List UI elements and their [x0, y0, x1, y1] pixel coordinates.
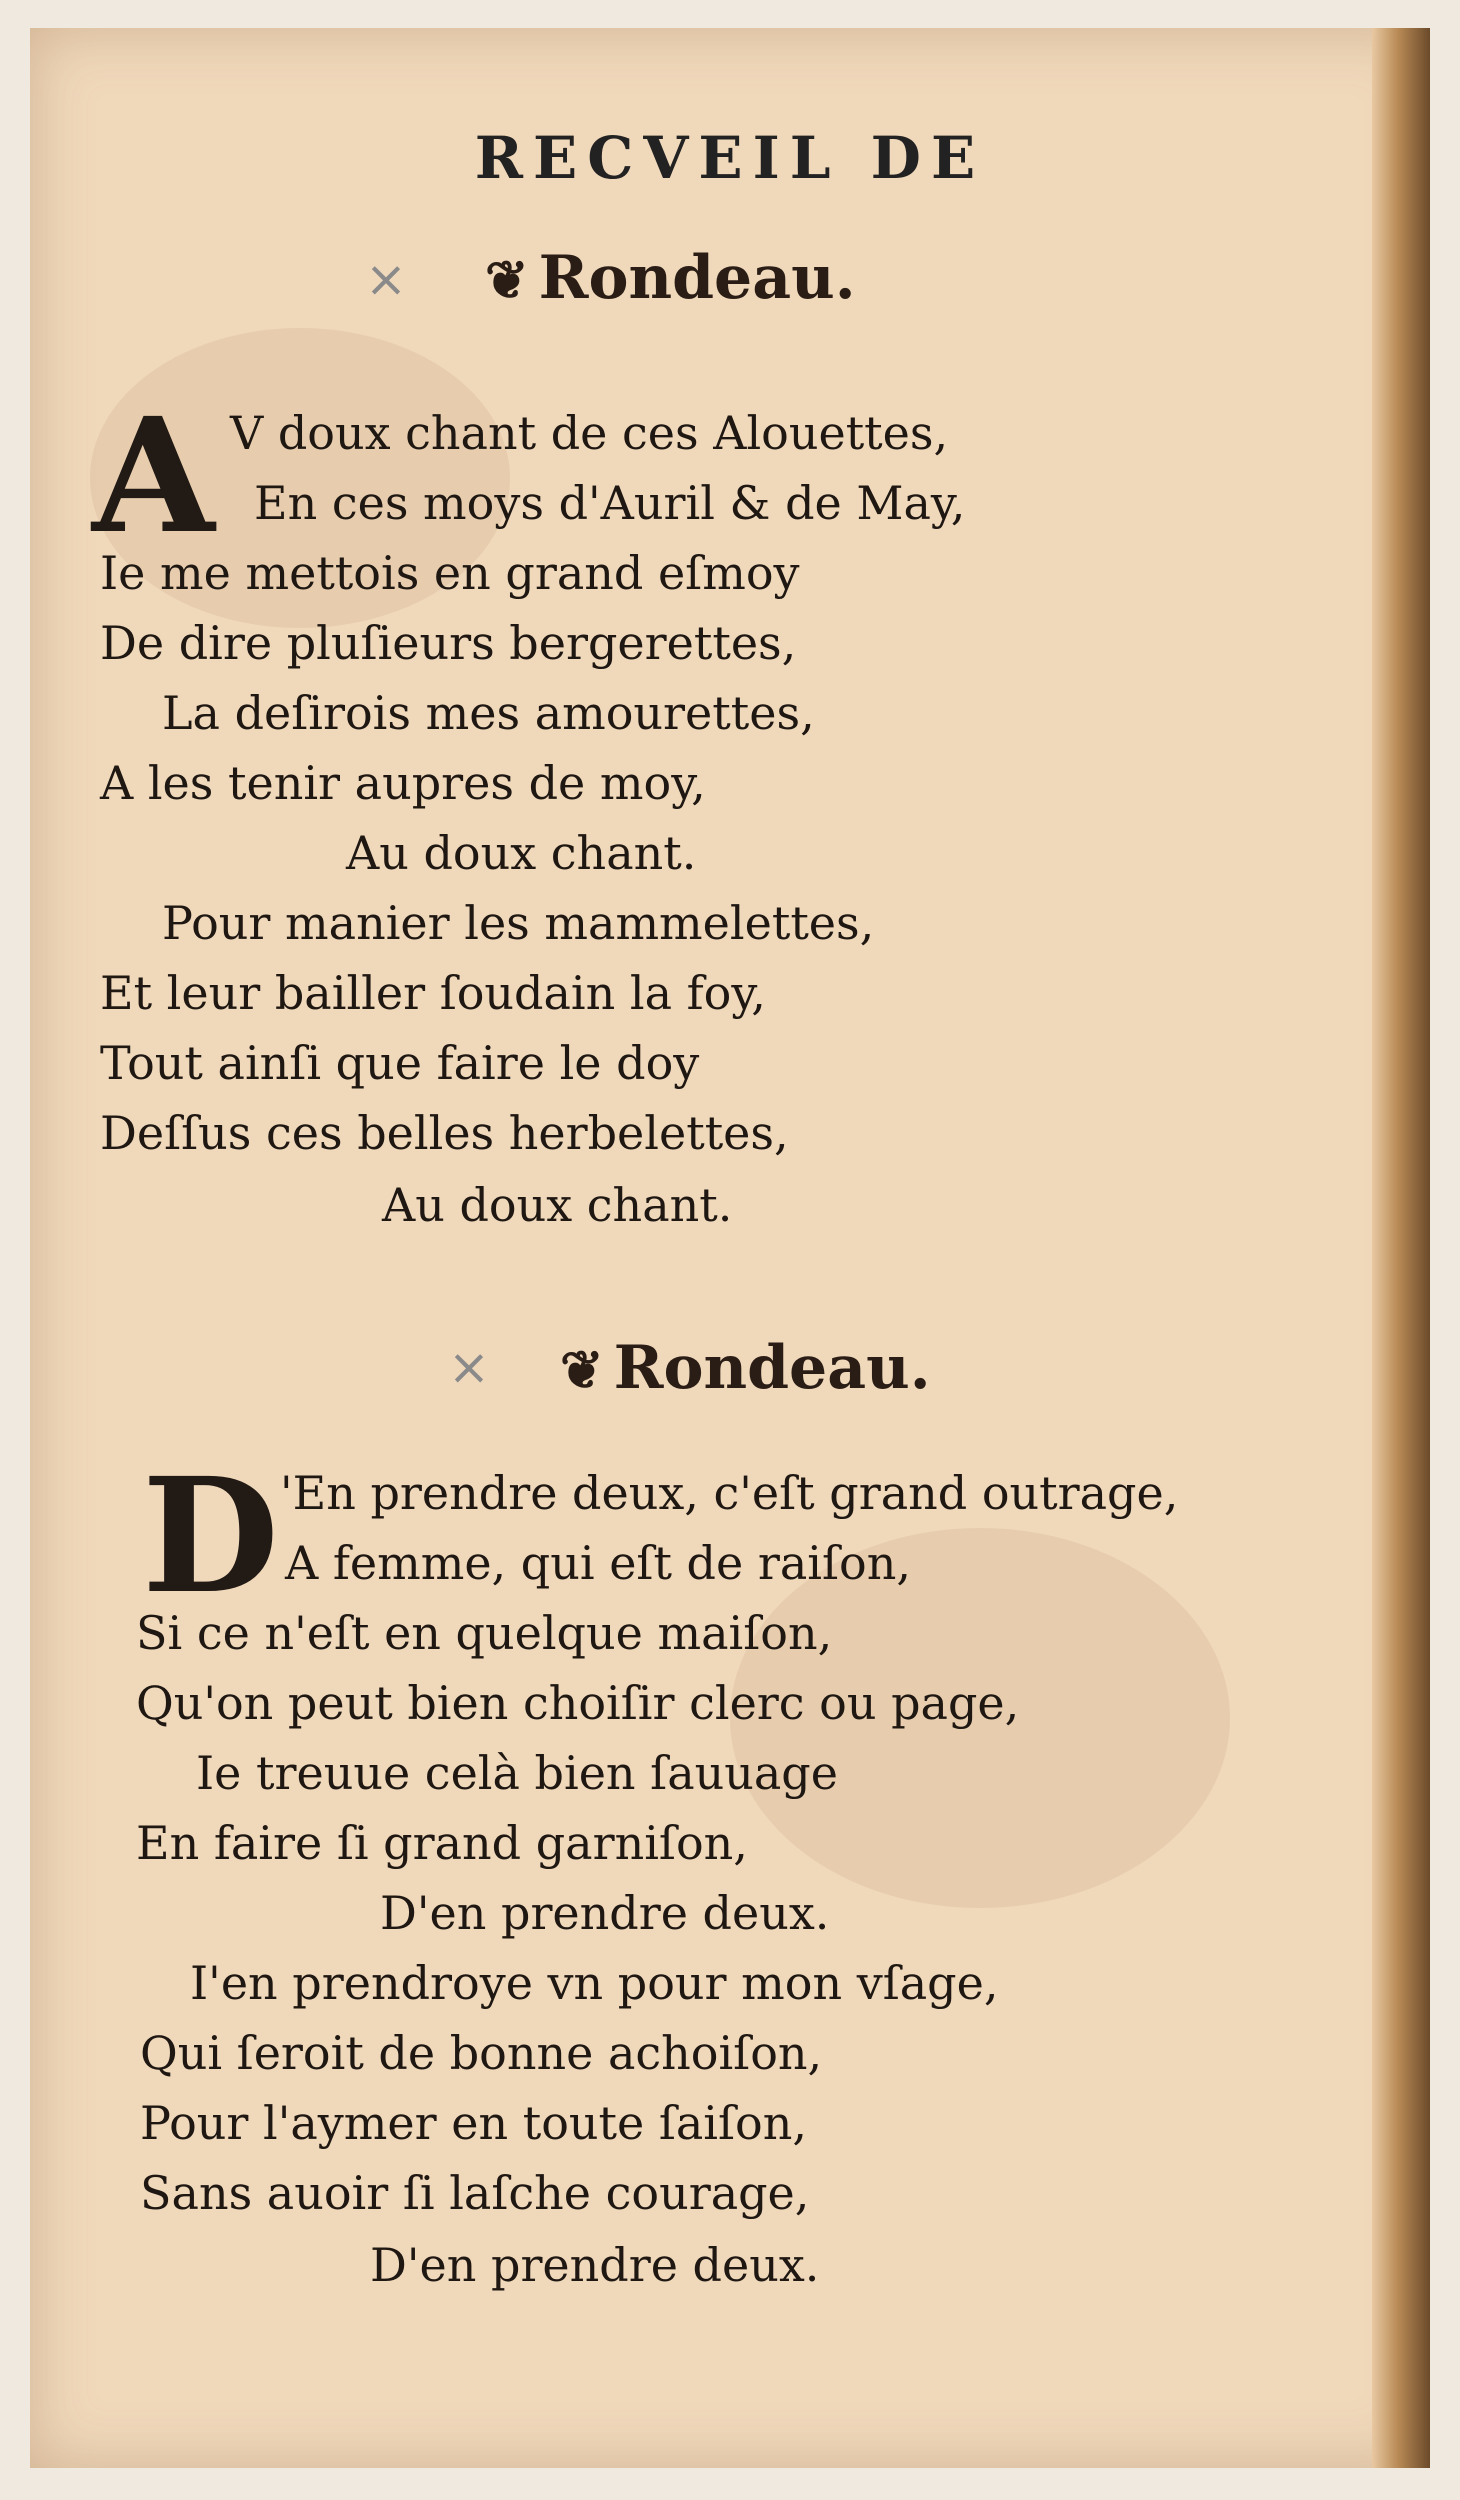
refrain-line: Au doux chant. — [346, 826, 697, 880]
drop-capital: D — [142, 1444, 280, 1629]
verse-line: En ces moys d'Auril & de May, — [254, 476, 966, 530]
cross-mark: × — [365, 250, 407, 308]
fleuron-icon: ❦ — [560, 1340, 604, 1401]
verse-line: Deſſus ces belles herbelettes, — [100, 1106, 789, 1160]
verse-line: De dire pluſieurs bergerettes, — [100, 616, 797, 670]
verse-line: Et leur bailler ſoudain la foy, — [100, 966, 766, 1020]
page-edge — [1372, 28, 1430, 2468]
cross-mark: × — [448, 1338, 490, 1396]
drop-capital: A — [92, 384, 215, 569]
verse-line: Sans auoir ſi laſche courage, — [140, 2166, 810, 2220]
verse-line: Tout ainſi que faire le doy — [100, 1036, 700, 1090]
verse-line: Si ce n'eſt en quelque maiſon, — [136, 1606, 833, 1660]
verse-line: Qu'on peut bien choiſir clerc ou page, — [136, 1676, 1020, 1730]
verse-line: En faire ſi grand garniſon, — [136, 1816, 748, 1870]
verse-line: A les tenir aupres de moy, — [100, 756, 706, 810]
fleuron-icon: ❦ — [485, 250, 529, 311]
verse-line: Pour manier les mammelettes, — [162, 896, 875, 950]
verse-line: 'En prendre deux, c'eſt grand outrage, — [280, 1466, 1179, 1520]
poem1-title: Rondeau. — [538, 243, 856, 313]
refrain-line: Au doux chant. — [382, 1178, 733, 1232]
verse-line: Ie treuue celà bien ſauuage — [196, 1746, 838, 1800]
refrain-line: D'en prendre deux. — [380, 1886, 830, 1940]
poem1-heading — [485, 243, 856, 313]
verse-line: V doux chant de ces Alouettes, — [230, 406, 949, 460]
book-page — [30, 28, 1430, 2468]
refrain-line: D'en prendre deux. — [370, 2238, 820, 2292]
poem2-title: Rondeau. — [613, 1333, 931, 1403]
verse-line: Ie me mettois en grand eſmoy — [100, 546, 800, 600]
verse-line: A femme, qui eſt de raiſon, — [285, 1536, 911, 1590]
poem2-heading — [560, 1333, 931, 1403]
verse-line: Qui ſeroit de bonne achoiſon, — [140, 2026, 823, 2080]
verse-line: I'en prendroye vn pour mon vſage, — [190, 1956, 999, 2010]
running-head: RECVEIL DE — [474, 124, 986, 192]
verse-line: Pour l'aymer en toute ſaiſon, — [140, 2096, 807, 2150]
verse-line: La deſirois mes amourettes, — [162, 686, 815, 740]
